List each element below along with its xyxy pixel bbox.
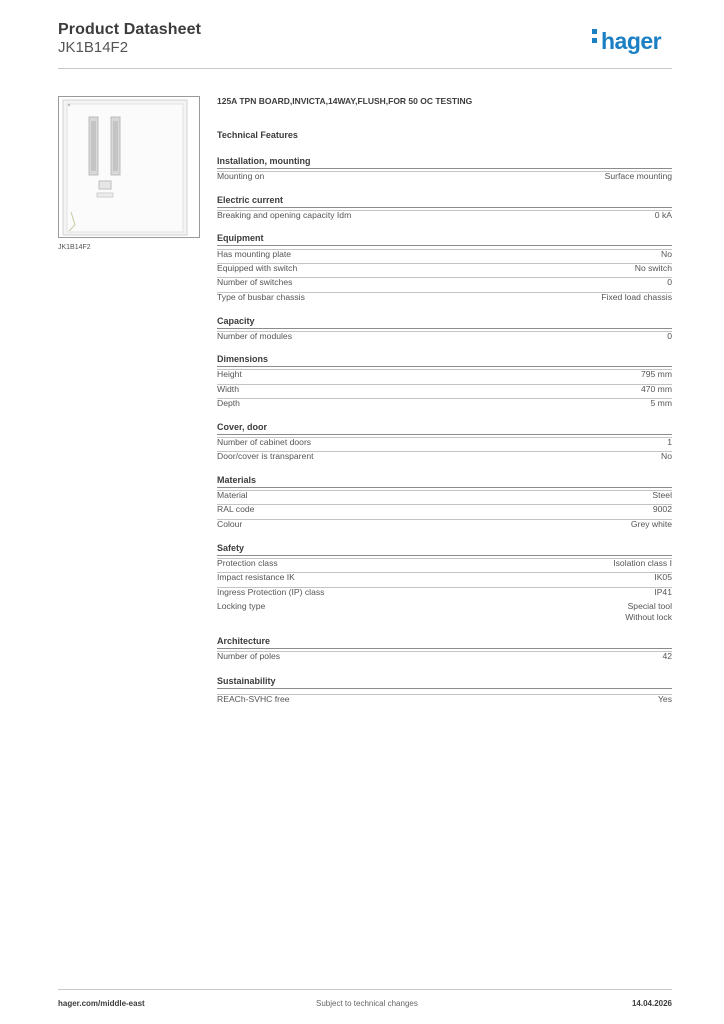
section-title: Dimensions: [217, 354, 672, 367]
spec-value: Yes: [657, 694, 672, 704]
section-title: Safety: [217, 543, 672, 556]
spec-row: [217, 398, 672, 408]
product-image: [58, 96, 200, 238]
logo-text: hager: [601, 28, 662, 54]
spec-row: [217, 331, 672, 341]
spec-row: [217, 504, 672, 514]
spec-value: 1: [667, 437, 672, 447]
spec-label: Has mounting plate: [217, 249, 292, 259]
technical-features-heading: Technical Features: [217, 130, 298, 140]
spec-row: [217, 451, 672, 461]
spec-row: [217, 210, 672, 220]
spec-value: Isolation class I: [613, 558, 672, 568]
spec-row: [217, 558, 672, 568]
spec-value: No: [661, 451, 672, 461]
spec-value: 42: [662, 651, 672, 661]
footer-divider: [58, 989, 672, 990]
spec-row: [217, 587, 672, 597]
spec-label: Number of cabinet doors: [217, 437, 312, 447]
spec-label: Number of switches: [217, 277, 293, 287]
spec-row: [217, 519, 672, 529]
spec-row: [217, 292, 672, 302]
spec-label: Breaking and opening capacity Idm: [217, 210, 352, 220]
spec-value: No switch: [634, 263, 672, 273]
spec-value: 0: [667, 331, 672, 341]
spec-row: [217, 572, 672, 582]
spec-label: Equipped with switch: [217, 263, 298, 273]
spec-value: Special tool: [627, 601, 672, 611]
spec-value: 9002: [652, 504, 672, 514]
spec-row: [217, 601, 672, 623]
spec-row: [217, 171, 672, 181]
spec-label: RAL code: [217, 504, 255, 514]
spec-value: 5 mm: [650, 398, 672, 408]
spec-row: [217, 249, 672, 259]
spec-label: Height: [217, 369, 242, 379]
spec-label: Width: [217, 384, 239, 394]
spec-label: Type of busbar chassis: [217, 292, 305, 302]
distribution-board-illustration: [59, 97, 199, 237]
footer-notice: Subject to technical changes: [316, 999, 418, 1008]
spec-label: Door/cover is transparent: [217, 451, 314, 461]
spec-label: Protection class: [217, 558, 278, 568]
page-title: Product Datasheet: [58, 21, 202, 38]
spec-value: 0: [667, 277, 672, 287]
section-title: Capacity: [217, 316, 672, 329]
spec-value: Fixed load chassis: [601, 292, 672, 302]
spec-label: Impact resistance IK: [217, 572, 295, 582]
spec-label: Mounting on: [217, 171, 265, 181]
spec-value-secondary: Without lock: [625, 612, 672, 622]
spec-label: Ingress Protection (IP) class: [217, 587, 325, 597]
spec-row: [217, 369, 672, 379]
spec-value: No: [661, 249, 672, 259]
spec-label: Number of poles: [217, 651, 281, 661]
section-title: Equipment: [217, 233, 672, 246]
spec-row: [217, 263, 672, 273]
product-reference: JK1B14F2: [58, 39, 129, 56]
spec-value: 0 kA: [654, 210, 672, 220]
section-title: Architecture: [217, 636, 672, 649]
spec-label: Locking type: [217, 601, 266, 611]
section-title: Electric current: [217, 195, 672, 208]
spec-label: REACh-SVHC free: [217, 694, 290, 704]
section-title: Materials: [217, 475, 672, 488]
spec-label: Depth: [217, 398, 240, 408]
spec-row: [217, 277, 672, 287]
section-title: Installation, mounting: [217, 156, 672, 169]
section-title: Cover, door: [217, 422, 672, 435]
footer-website: hager.com/middle-east: [58, 999, 145, 1008]
spec-label: Number of modules: [217, 331, 292, 341]
spec-value: 795 mm: [640, 369, 672, 379]
logo-dots-icon: [592, 27, 598, 47]
header-divider: [58, 68, 672, 69]
spec-label: Material: [217, 490, 248, 500]
image-caption: JK1B14F2: [58, 244, 91, 251]
section-title: Sustainability: [217, 676, 672, 689]
spec-row: [217, 490, 672, 500]
spec-row: [217, 651, 672, 661]
spec-label: Colour: [217, 519, 243, 529]
spec-value: Grey white: [630, 519, 672, 529]
spec-row: [217, 384, 672, 394]
spec-row: [217, 694, 672, 704]
footer-date: 14.04.2026: [631, 999, 672, 1008]
product-description: 125A TPN BOARD,INVICTA,14WAY,FLUSH,FOR 50 OC TESTING: [217, 96, 473, 106]
spec-value: 470 mm: [640, 384, 672, 394]
spec-value: IK05: [654, 572, 672, 582]
spec-value: Surface mounting: [604, 171, 672, 181]
spec-row: [217, 437, 672, 447]
hager-logo: [592, 28, 661, 55]
spec-value: IP41: [654, 587, 672, 597]
spec-value: Steel: [652, 490, 672, 500]
